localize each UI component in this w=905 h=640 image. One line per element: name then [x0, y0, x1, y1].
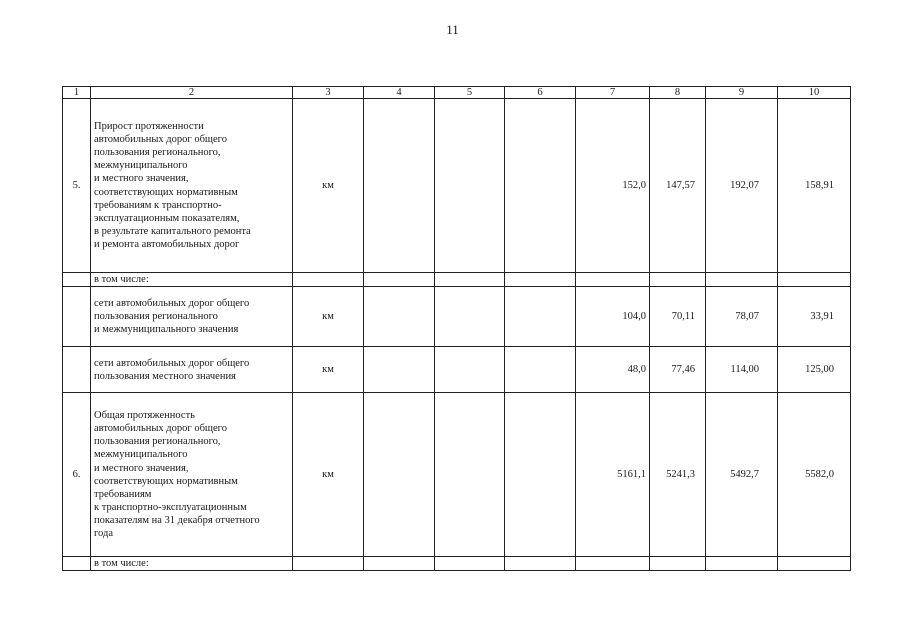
value-cell: 147,57 — [650, 99, 706, 273]
value-cell — [778, 557, 851, 571]
description-line: и межмуниципального значения — [94, 324, 239, 336]
description-line: соответствующих нормативным — [94, 475, 238, 487]
value-cell — [364, 393, 435, 557]
description-line: в том числе: — [94, 558, 149, 570]
value-cell: 78,07 — [706, 287, 778, 347]
description-line: межмуниципального — [94, 160, 188, 172]
value-cell: 192,07 — [706, 99, 778, 273]
value-cell — [576, 557, 650, 571]
description-line: в том числе: — [94, 274, 149, 285]
header-cell: 2 — [91, 87, 293, 99]
row-number: 6. — [63, 393, 91, 557]
row-description — [91, 287, 293, 347]
table-row — [63, 347, 851, 393]
value-cell: 152,0 — [576, 99, 650, 273]
description-line: требованиям к транспортно- — [94, 199, 222, 211]
description-line: соответствующих нормативным — [94, 186, 238, 198]
row-number — [63, 273, 91, 287]
value-cell — [435, 347, 505, 393]
value-cell: 5241,3 — [650, 393, 706, 557]
value-cell — [435, 393, 505, 557]
description-line: Общая протяженность — [94, 410, 195, 421]
description-line: автомобильных дорог общего — [94, 423, 227, 435]
description-line: и местного значения, — [94, 462, 189, 474]
value-cell: 104,0 — [576, 287, 650, 347]
row-description — [91, 273, 293, 287]
header-cell: 9 — [706, 87, 778, 99]
value-cell — [576, 273, 650, 287]
table-header-row — [63, 87, 851, 99]
value-cell: 125,00 — [778, 347, 851, 393]
description-line: межмуниципального — [94, 449, 188, 461]
row-description — [91, 393, 293, 557]
row-description — [91, 347, 293, 393]
value-cell: 5161,1 — [576, 393, 650, 557]
value-cell: 5582,0 — [778, 393, 851, 557]
header-cell: 7 — [576, 87, 650, 99]
description-line: сети автомобильных дорог общего — [94, 357, 250, 369]
row-number — [63, 557, 91, 571]
value-cell: 77,46 — [650, 347, 706, 393]
row-number — [63, 287, 91, 347]
value-cell — [364, 347, 435, 393]
header-cell: 4 — [364, 87, 435, 99]
description-line: пользования регионального, — [94, 147, 221, 159]
value-cell: 158,91 — [778, 99, 851, 273]
value-cell: 5492,7 — [706, 393, 778, 557]
value-cell — [650, 557, 706, 571]
table-row — [63, 557, 851, 571]
value-cell — [505, 557, 576, 571]
value-cell — [706, 273, 778, 287]
header-cell: 6 — [505, 87, 576, 99]
value-cell: 114,00 — [706, 347, 778, 393]
value-cell: 33,91 — [778, 287, 851, 347]
row-unit — [293, 273, 364, 287]
value-cell: 48,0 — [576, 347, 650, 393]
description-line: и ремонта автомобильных дорог — [94, 239, 240, 250]
value-cell — [364, 557, 435, 571]
value-cell — [364, 99, 435, 273]
description-line: автомобильных дорог общего — [94, 134, 227, 145]
description-line: показателям на 31 декабря отчетного — [94, 515, 260, 526]
value-cell — [435, 557, 505, 571]
row-unit — [293, 557, 364, 571]
table-row — [63, 99, 851, 273]
row-unit: км — [293, 287, 364, 347]
description-line: сети автомобильных дорог общего — [94, 297, 250, 309]
value-cell — [505, 99, 576, 273]
value-cell — [364, 273, 435, 287]
header-cell: 10 — [778, 87, 851, 99]
value-cell — [435, 287, 505, 347]
description-line: в результате капитального ремонта — [94, 225, 251, 237]
value-cell — [778, 273, 851, 287]
description-line: пользования регионального — [94, 311, 218, 323]
value-cell — [706, 557, 778, 571]
table-row — [63, 287, 851, 347]
header-cell: 5 — [435, 87, 505, 99]
description-line: требованиям — [94, 488, 152, 500]
row-unit: км — [293, 347, 364, 393]
value-cell — [435, 99, 505, 273]
row-number — [63, 347, 91, 393]
description-line: к транспортно-эксплуатационным — [94, 501, 247, 513]
description-line: пользования местного значения — [94, 370, 236, 382]
description-line: Прирост протяженности — [94, 120, 204, 132]
value-cell — [364, 287, 435, 347]
value-cell — [505, 287, 576, 347]
value-cell — [505, 347, 576, 393]
row-number: 5. — [63, 99, 91, 273]
row-description — [91, 99, 293, 273]
table-row — [63, 273, 851, 287]
value-cell — [505, 393, 576, 557]
description-line: эксплуатационным показателям, — [94, 212, 240, 224]
value-cell — [435, 273, 505, 287]
description-line: пользования регионального, — [94, 436, 221, 448]
header-cell: 3 — [293, 87, 364, 99]
table-row — [63, 393, 851, 557]
description-line: года — [94, 528, 113, 540]
row-unit: км — [293, 393, 364, 557]
value-cell: 70,11 — [650, 287, 706, 347]
page-number: 11 — [446, 22, 459, 37]
row-description — [91, 557, 293, 571]
indicators-table — [62, 86, 851, 571]
value-cell — [505, 273, 576, 287]
header-cell: 8 — [650, 87, 706, 99]
row-unit: км — [293, 99, 364, 273]
description-line: и местного значения, — [94, 173, 189, 185]
value-cell — [650, 273, 706, 287]
header-cell: 1 — [63, 87, 91, 99]
